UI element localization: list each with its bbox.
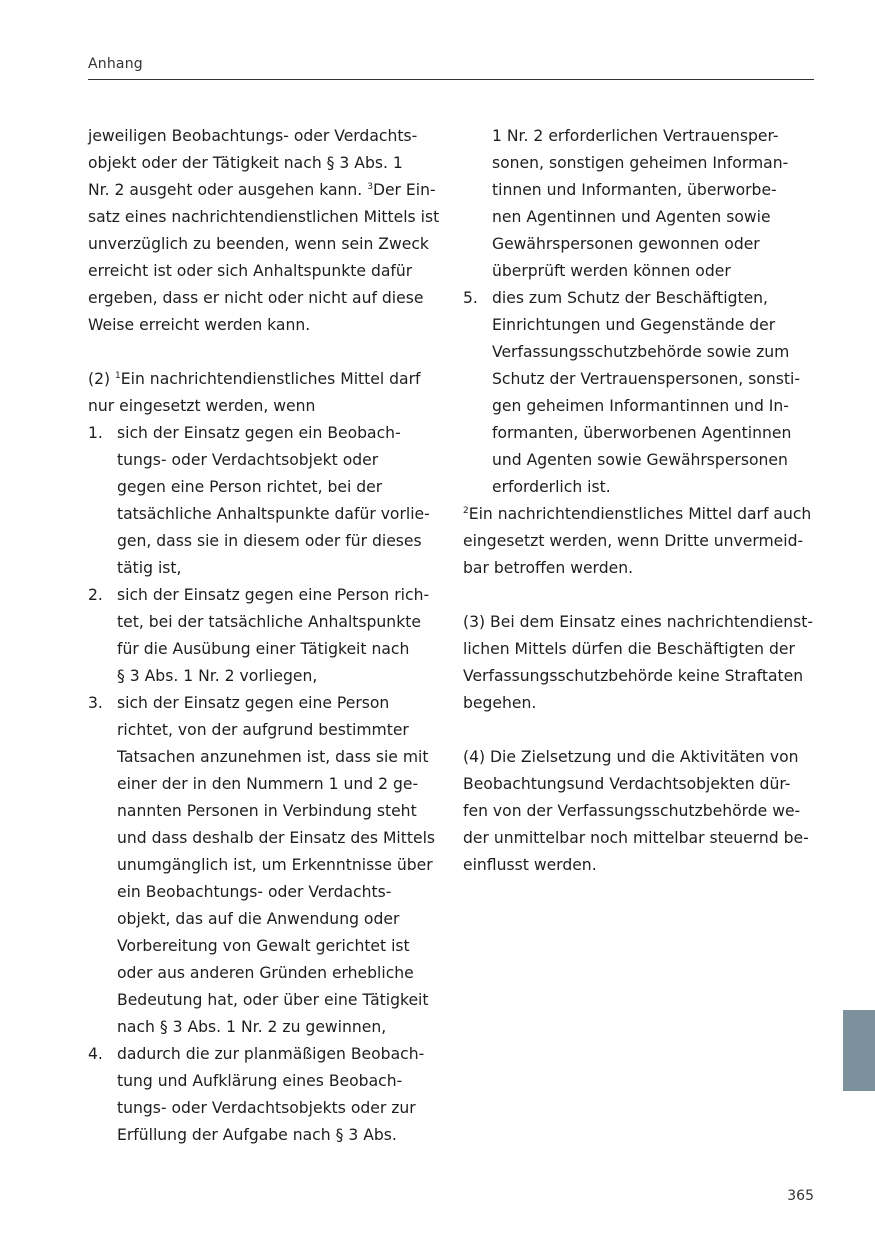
list-item-4 xyxy=(88,1041,440,1149)
list-number: 2. xyxy=(88,586,103,604)
running-header: Anhang xyxy=(88,56,143,72)
text-line: tätig ist, xyxy=(117,559,182,577)
text-line: unumgänglich ist, um Erkenntnisse über xyxy=(117,856,433,874)
text-line: sich der Einsatz gegen ein Beobach- xyxy=(117,424,401,442)
right-column xyxy=(463,123,815,879)
list-number: 5. xyxy=(463,289,478,307)
sentence-2 xyxy=(463,501,815,582)
text-line: tungs- oder Verdachtsobjekts oder zur xyxy=(117,1099,416,1117)
text-line: 1 Nr. 2 erforderlichen Vertrauensper- xyxy=(492,127,779,145)
text-line: jeweiligen Beobachtungs- oder Verdachts- xyxy=(88,127,418,145)
text-line: nannten Personen in Verbindung steht xyxy=(117,802,417,820)
text-line: § 3 Abs. 1 Nr. 2 vorliegen, xyxy=(117,667,318,685)
sentence-number: 3 xyxy=(367,182,373,192)
paragraph-2 xyxy=(88,366,440,420)
text-line: tet, bei der tatsächliche Anhaltspunkte xyxy=(117,613,421,631)
sentence-number: 1 xyxy=(115,371,121,381)
text-line: nach § 3 Abs. 1 Nr. 2 zu gewinnen, xyxy=(117,1018,387,1036)
text-line: einflusst werden. xyxy=(463,856,597,874)
text-line: sich der Einsatz gegen eine Person rich- xyxy=(117,586,430,604)
chapter-thumb-tab xyxy=(843,1010,875,1091)
text-line: fen von der Verfassungsschutzbehörde we- xyxy=(463,802,801,820)
text-line: Nr. 2 ausgeht oder ausgehen kann. $^3$Der Ein- xyxy=(88,181,436,199)
text-line: tatsächliche Anhaltspunkte dafür vorlie- xyxy=(117,505,430,523)
header-rule xyxy=(88,79,814,80)
text-line: bar betroffen werden. xyxy=(463,559,634,577)
text-line: tung und Aufklärung eines Beobach- xyxy=(117,1072,403,1090)
text-line: Beobachtungsund Verdachtsobjekten dür- xyxy=(463,775,791,793)
text-line: lichen Mittels dürfen die Beschäftigten der xyxy=(463,640,795,658)
text-line: dadurch die zur planmäßigen Beobach- xyxy=(117,1045,425,1063)
text-line: der unmittelbar noch mittelbar steuernd be- xyxy=(463,829,809,847)
text-line: Gewährspersonen gewonnen oder xyxy=(492,235,760,253)
sentence-number: 2 xyxy=(463,506,469,516)
intro-paragraph xyxy=(88,123,440,339)
text-line: satz eines nachrichtendienstlichen Mittels ist xyxy=(88,208,440,226)
text-line: und dass deshalb der Einsatz des Mittels xyxy=(117,829,436,847)
text-line: ein Beobachtungs- oder Verdachts- xyxy=(117,883,392,901)
text-line: formanten, überworbenen Agentinnen xyxy=(492,424,792,442)
text-line: Einrichtungen und Gegenstände der xyxy=(492,316,776,334)
text-line: gen geheimen Informantinnen und In- xyxy=(492,397,789,415)
page-number: 365 xyxy=(787,1188,814,1204)
text-line: einer der in den Nummern 1 und 2 ge- xyxy=(117,775,419,793)
text-line: nur eingesetzt werden, wenn xyxy=(88,397,316,415)
text-line: richtet, von der aufgrund bestimmter xyxy=(117,721,409,739)
text-line: (4) Die Zielsetzung und die Aktivitäten von xyxy=(463,748,799,766)
text-line: ergeben, dass er nicht oder nicht auf diese xyxy=(88,289,424,307)
list-number: 4. xyxy=(88,1045,103,1063)
list-item-5 xyxy=(463,285,815,501)
text-line: Schutz der Vertrauenspersonen, sonsti- xyxy=(492,370,800,388)
text-line: eingesetzt werden, wenn Dritte unvermeid- xyxy=(463,532,804,550)
text-line: tungs- oder Verdachtsobjekt oder xyxy=(117,451,379,469)
text-line: gen, dass sie in diesem oder für dieses xyxy=(117,532,422,550)
text-line: nen Agentinnen und Agenten sowie xyxy=(492,208,771,226)
text-line: gegen eine Person richtet, bei der xyxy=(117,478,383,496)
paragraph-gap xyxy=(88,339,440,366)
text-line: unverzüglich zu beenden, wenn sein Zweck xyxy=(88,235,429,253)
text-line: $^2$Ein nachrichtendienstliches Mittel darf auch xyxy=(463,505,812,523)
text-line: erforderlich ist. xyxy=(492,478,611,496)
text-line: Verfassungsschutzbehörde sowie zum xyxy=(492,343,790,361)
text-line: Weise erreicht werden kann. xyxy=(88,316,311,334)
list-item-1 xyxy=(88,420,440,582)
paragraph-gap xyxy=(463,582,815,609)
text-line: Vorbereitung von Gewalt gerichtet ist xyxy=(117,937,410,955)
text-line: (2) $^1$Ein nachrichtendienstliches Mittel darf xyxy=(88,370,421,388)
list-number: 1. xyxy=(88,424,103,442)
text-line: und Agenten sowie Gewährspersonen xyxy=(492,451,788,469)
text-line: Tatsachen anzunehmen ist, dass sie mit xyxy=(117,748,429,766)
text-line: dies zum Schutz der Beschäftigten, xyxy=(492,289,769,307)
list-item-2 xyxy=(88,582,440,690)
text-line: objekt oder der Tätigkeit nach § 3 Abs. 1 xyxy=(88,154,403,172)
text-line: für die Ausübung einer Tätigkeit nach xyxy=(117,640,410,658)
text-line: Verfassungsschutzbehörde keine Straftaten xyxy=(463,667,804,685)
paragraph-4 xyxy=(463,744,815,879)
list-number: 3. xyxy=(88,694,103,712)
list-item-3 xyxy=(88,690,440,1041)
text-line: tinnen und Informanten, überworbe- xyxy=(492,181,777,199)
text-line: Erfüllung der Aufgabe nach § 3 Abs. xyxy=(117,1126,397,1144)
text-line: sich der Einsatz gegen eine Person xyxy=(117,694,390,712)
text-line: objekt, das auf die Anwendung oder xyxy=(117,910,400,928)
text-line: (3) Bei dem Einsatz eines nachrichtendienst- xyxy=(463,613,814,631)
text-line: begehen. xyxy=(463,694,537,712)
text-line: erreicht ist oder sich Anhaltspunkte dafür xyxy=(88,262,413,280)
text-line: sonen, sonstigen geheimen Informan- xyxy=(492,154,789,172)
list-item-4-continued xyxy=(463,123,815,285)
paragraph-3 xyxy=(463,609,815,717)
text-line: Bedeutung hat, oder über eine Tätigkeit xyxy=(117,991,429,1009)
text-line: oder aus anderen Gründen erhebliche xyxy=(117,964,414,982)
paragraph-gap xyxy=(463,717,815,744)
text-line: überprüft werden können oder xyxy=(492,262,731,280)
left-column xyxy=(88,123,440,1149)
